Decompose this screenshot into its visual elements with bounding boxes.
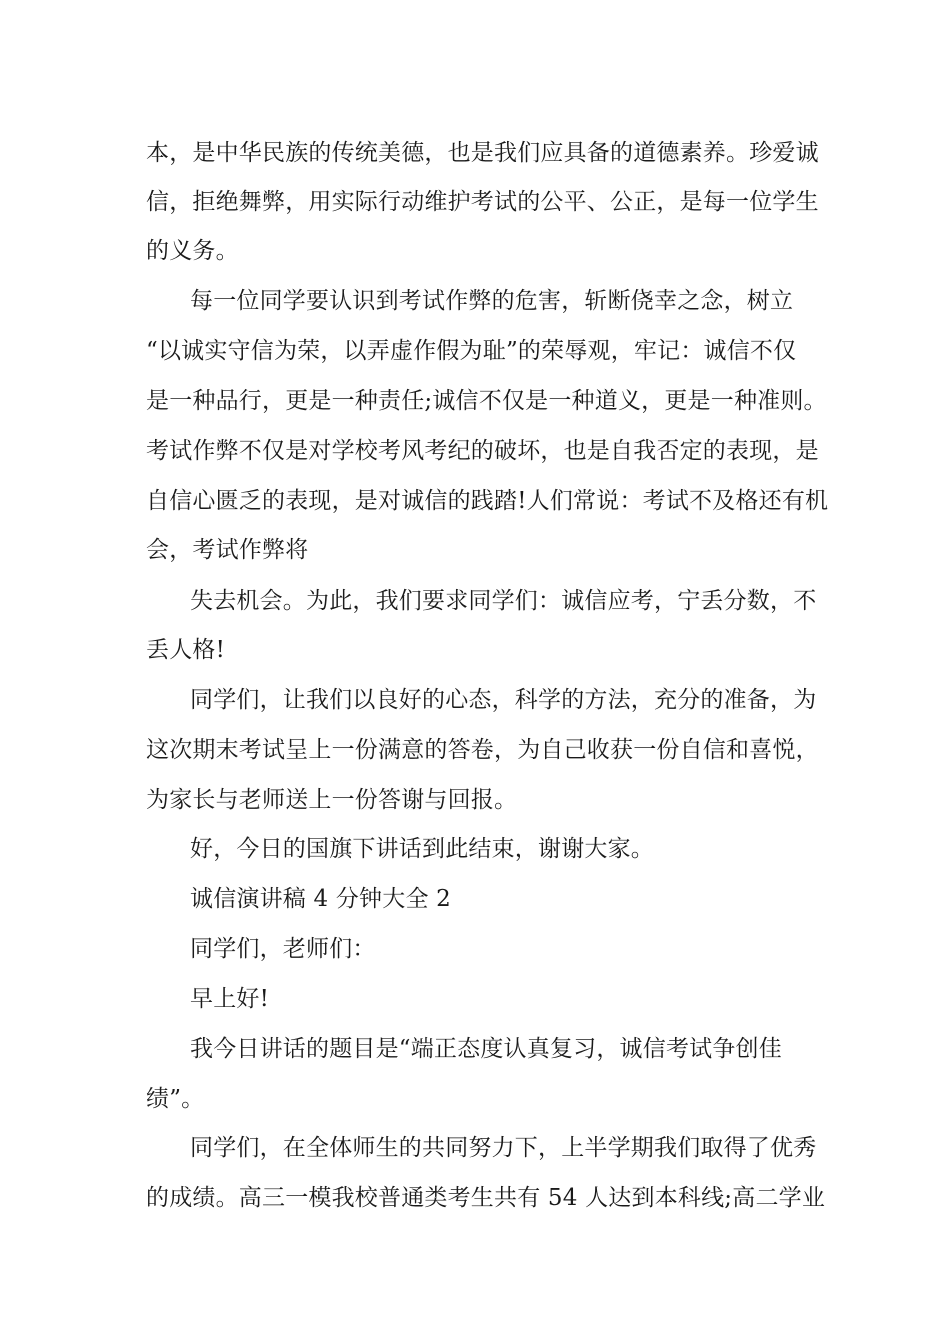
text-line: 丢人格! [146, 637, 226, 663]
text-line: 会，考试作弊将 [146, 537, 309, 563]
paragraph-start-line: 好，今日的国旗下讲话到此结束，谢谢大家。 [190, 836, 654, 862]
text-line: 为家长与老师送上一份答谢与回报。 [146, 787, 518, 813]
section-heading: 诚信演讲稿 4 分钟大全 2 [190, 886, 451, 912]
salutation-line: 同学们，老师们： [190, 936, 376, 962]
text-line: 的成绩。高三一模我校普通类考生共有 54 人达到本科线;高二学业 [146, 1185, 826, 1211]
paragraph-start-line: 我今日讲话的题目是“端正态度认真复习，诚信考试争创佳 [190, 1036, 782, 1062]
text-line: 本，是中华民族的传统美德，也是我们应具备的道德素养。珍爱诚 [146, 140, 819, 166]
text-line: 是一种品行，更是一种责任;诚信不仅是一种道义，更是一种准则。 [146, 388, 827, 414]
text-line: 考试作弊不仅是对学校考风考纪的破坏，也是自我否定的表现，是 [146, 438, 819, 464]
greeting-line: 早上好! [190, 986, 270, 1012]
paragraph-start-line: 同学们，在全体师生的共同努力下，上半学期我们取得了优秀 [190, 1135, 817, 1161]
text-line: 绩”。 [146, 1086, 205, 1112]
text-line: “以诚实守信为荣，以弄虚作假为耻”的荣辱观，牢记：诚信不仅 [146, 338, 797, 364]
text-line: 信，拒绝舞弊，用实际行动维护考试的公平、公正，是每一位学生 [146, 189, 819, 215]
paragraph-start-line: 失去机会。为此，我们要求同学们：诚信应考，宁丢分数，不 [190, 588, 817, 614]
text-line: 自信心匮乏的表现，是对诚信的践踏!人们常说：考试不及格还有机 [146, 488, 829, 514]
text-line: 这次期末考试呈上一份满意的答卷，为自己收获一份自信和喜悦， [146, 737, 819, 763]
paragraph-start-line: 每一位同学要认识到考试作弊的危害，斩断侥幸之念，树立 [190, 288, 794, 314]
paragraph-start-line: 同学们，让我们以良好的心态，科学的方法，充分的准备，为 [190, 687, 817, 713]
text-line: 的义务。 [146, 238, 239, 264]
